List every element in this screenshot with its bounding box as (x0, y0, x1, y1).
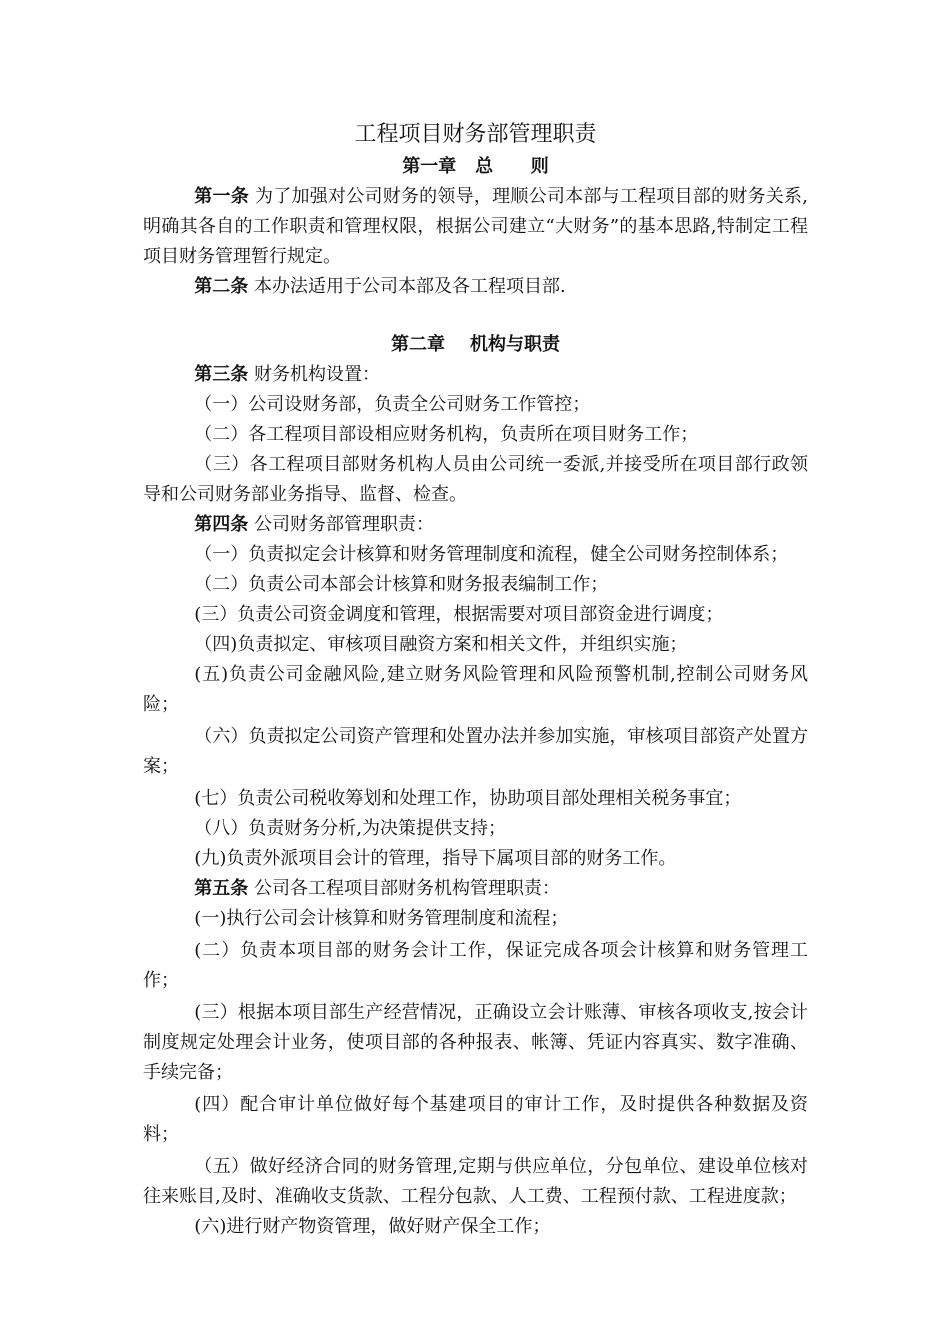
article-paragraph (143, 272, 808, 302)
article-paragraph (143, 510, 808, 540)
list-item-paragraph (143, 540, 808, 570)
document-title: 工程项目财务部管理职责 (354, 122, 597, 147)
paragraph-text: （八）负责财务分析,为决策提供支持； (194, 818, 507, 839)
list-item-paragraph (143, 998, 808, 1088)
list-item-paragraph (143, 936, 808, 996)
article-label: 第三条 (194, 364, 249, 385)
paragraph-text: (四）配合审计单位做好每个基建项目的审计工作，及时提供各种数据及资料； (143, 1094, 808, 1145)
list-item-paragraph (143, 420, 808, 450)
list-item-paragraph (143, 1212, 808, 1242)
paragraph-text: 公司各工程项目部财务机构管理职责： (248, 878, 561, 899)
list-item-paragraph (143, 390, 808, 420)
document-body (143, 118, 808, 1242)
article-paragraph (143, 874, 808, 904)
paragraph-text: (六)进行财产物资管理，做好财产保全工作； (194, 1216, 551, 1237)
paragraph-text: (九)负责外派项目会计的管理，指导下属项目部的财务工作。 (194, 848, 677, 869)
paragraph-text: （五）做好经济合同的财务管理,定期与供应单位，分包单位、建设单位核对往来账目,及时、准确收支货款、工程分包款、人工费、工程预付款、工程进度款； (143, 1156, 808, 1207)
list-item-paragraph (143, 450, 808, 510)
article-paragraph (143, 182, 808, 272)
paragraph-text: 公司财务部管理职责： (248, 514, 435, 535)
article-label: 第四条 (194, 514, 249, 535)
list-item-paragraph (143, 814, 808, 844)
list-item-paragraph (143, 844, 808, 874)
list-item-paragraph (143, 904, 808, 934)
paragraph-text: 本办法适用于公司本部及各工程项目部. (248, 276, 566, 297)
paragraph-text: 为了加强对公司财务的领导，理顺公司本部与工程项目部的财务关系,明确其各自的工作职责和管理权限，根据公司建立“大财务”的基本思路,特制定工程项目财务管理暂行规定。 (143, 186, 808, 267)
paragraph-text: (一)执行公司会计核算和财务管理制度和流程； (194, 908, 569, 929)
list-item-paragraph (143, 1152, 808, 1212)
paragraph-text: (三）负责公司资金调度和管理，根据需要对项目部资金进行调度； (194, 604, 724, 625)
paragraph-text: (七）负责公司税收筹划和处理工作，协助项目部处理相关税务事宜； (194, 788, 742, 809)
article-label: 第一条 (194, 186, 250, 207)
article-paragraph (143, 360, 808, 390)
paragraph-text: （二）各工程项目部设相应财务机构，负责所在项目财务工作； (194, 424, 699, 445)
article-label: 第二条 (194, 276, 249, 297)
paragraph-text: (三）根据本项目部生产经营情况，正确设立会计账薄、审核各项收支,按会计制度规定处理会计业务，使项目部的各种报表、帐簿、凭证内容真实、数字准确、手续完备； (143, 1002, 808, 1083)
paragraph-text: （四)负责拟定、审核项目融资方案和相关文件，并组织实施； (194, 634, 688, 655)
list-item-paragraph (143, 630, 808, 660)
paragraph-text: （三）各工程项目部财务机构人员由公司统一委派,并接受所在项目部行政领导和公司财务部业务指导、监督、检查。 (143, 454, 808, 505)
paragraph-text: （一）负责拟定会计核算和财务管理制度和流程，健全公司财务控制体系； (194, 544, 789, 565)
chapter-heading: 第一章 总 则 (402, 156, 549, 177)
article-label: 第五条 (194, 878, 249, 899)
paragraph-text: (五)负责公司金融风险,建立财务风险管理和风险预警机制,控制公司财务风险； (143, 664, 808, 715)
list-item-paragraph (143, 660, 808, 720)
paragraph-text: 财务机构设置： (248, 364, 381, 385)
list-item-paragraph (143, 784, 808, 814)
list-item-paragraph (143, 722, 808, 782)
chapter-heading: 第二章 机构与职责 (390, 334, 561, 355)
paragraph-text: （六）负责拟定公司资产管理和处置办法并参加实施，审核项目部资产处置方案； (143, 726, 808, 777)
paragraph-text: （二）负责公司本部会计核算和财务报表编制工作； (194, 574, 609, 595)
list-item-paragraph (143, 1090, 808, 1150)
list-item-paragraph (143, 600, 808, 630)
paragraph-text: （一）公司设财务部，负责全公司财务工作管控； (194, 394, 591, 415)
paragraph-text: (二）负责本项目部的财务会计工作，保证完成各项会计核算和财务管理工作； (143, 940, 808, 991)
list-item-paragraph (143, 570, 808, 600)
